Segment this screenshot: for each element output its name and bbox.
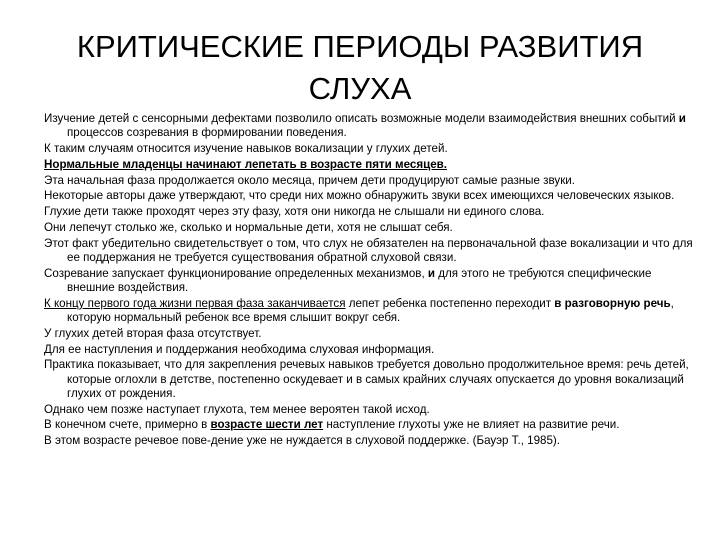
paragraph-13 (44, 358, 694, 401)
paragraph-10-text: лепет ребенка постепенно переходит (345, 296, 555, 310)
slide-title: КРИТИЧЕСКИЕ ПЕРИОДЫ РАЗВИТИЯ СЛУХА (76, 29, 644, 106)
paragraph-15-text: В конечном счете, примерно в (44, 418, 211, 432)
paragraph-10 (44, 297, 694, 325)
paragraph-14-text: Однако чем позже наступает глухота, тем менее вероятен такой исход. (44, 402, 430, 416)
paragraph-7-text: Они лепечут столько же, сколько и нормальные дети, хотя не слышат себя. (44, 220, 453, 234)
paragraph-9-text: Созревание запускает функционирование определенных механизмов, (44, 266, 428, 280)
paragraph-2-text: К таким случаям относится изучение навыков вокализации у глухих детей. (44, 142, 448, 155)
paragraph-12 (44, 343, 694, 357)
paragraph-4 (44, 174, 694, 188)
paragraph-1-bold-conjunction: и (678, 112, 686, 125)
paragraph-9-text-end: для этого не требуются специфические внешние воздействия. (67, 266, 652, 294)
paragraph-11 (44, 327, 694, 341)
paragraph-1-text: Изучение детей с сенсорными дефектами позволило описать возможные модели взаимодействия внешних событий (44, 112, 679, 125)
paragraph-13-text: Практика показывает, что для закрепления речевых навыков требуется довольно продолжительное время: речь детей, которые оглохли в детстве, постепенно оскудевает и в самых крайних случаях опускается до уровня вокализаций глухих от рождения. (44, 358, 689, 400)
paragraph-8-text: Этот факт убедительно свидетельствует о том, что слух не обязателен на первоначальной фазе вокализации и что для ее поддержания не требуется существования обратной слуховой связи. (44, 236, 693, 264)
paragraph-14 (44, 403, 694, 417)
paragraph-5-text: Некоторые авторы даже утверждают, что среди них можно обнаружить звуки всех имеющихся человеческих языков. (44, 189, 675, 203)
paragraph-1 (44, 112, 694, 140)
paragraph-7 (44, 221, 694, 235)
paragraph-2 (44, 142, 694, 156)
paragraph-3-emphasis: Нормальные младенцы начинают лепетать в возрасте пяти месяцев. (44, 157, 448, 171)
paragraph-9-bold-conjunction: и (427, 266, 436, 280)
paragraph-10-bold: в разговорную речь (554, 296, 671, 310)
paragraph-6 (44, 205, 694, 219)
paragraph-16 (44, 434, 694, 448)
paragraph-5 (44, 189, 694, 203)
paragraph-8 (44, 237, 694, 265)
paragraph-12-text: Для ее наступления и поддержания необходима слуховая информация. (44, 342, 435, 356)
paragraph-15-text-end: наступление глухоты уже не влияет на развитие речи. (323, 418, 620, 432)
paragraph-6-text: Глухие дети также проходят через эту фазу, хотя они никогда не слышали ни единого слова. (44, 205, 545, 219)
paragraph-15 (44, 418, 694, 432)
paragraph-15-emphasis: возрасте шести лет (210, 418, 324, 432)
paragraph-1-text-end: процессов созревания в формировании поведения. (67, 126, 347, 140)
paragraph-3 (44, 158, 694, 172)
paragraph-11-text: У глухих детей вторая фаза отсутствует. (44, 326, 262, 340)
slide-body (44, 112, 694, 450)
paragraph-9 (44, 267, 694, 295)
paragraph-10-text-end: , которую нормальный ребенок все время слышит вокруг себя. (67, 296, 674, 324)
paragraph-16-text: В этом возрасте речевое пове-дение уже не нуждается в слуховой поддержке. (Бауэр Т., 1985). (44, 434, 561, 448)
paragraph-10-underlined: К концу первого года жизни первая фаза заканчивается (44, 296, 346, 310)
paragraph-4-text: Эта начальная фаза продолжается около месяца, причем дети продуцируют самые разные звуки. (44, 173, 575, 187)
